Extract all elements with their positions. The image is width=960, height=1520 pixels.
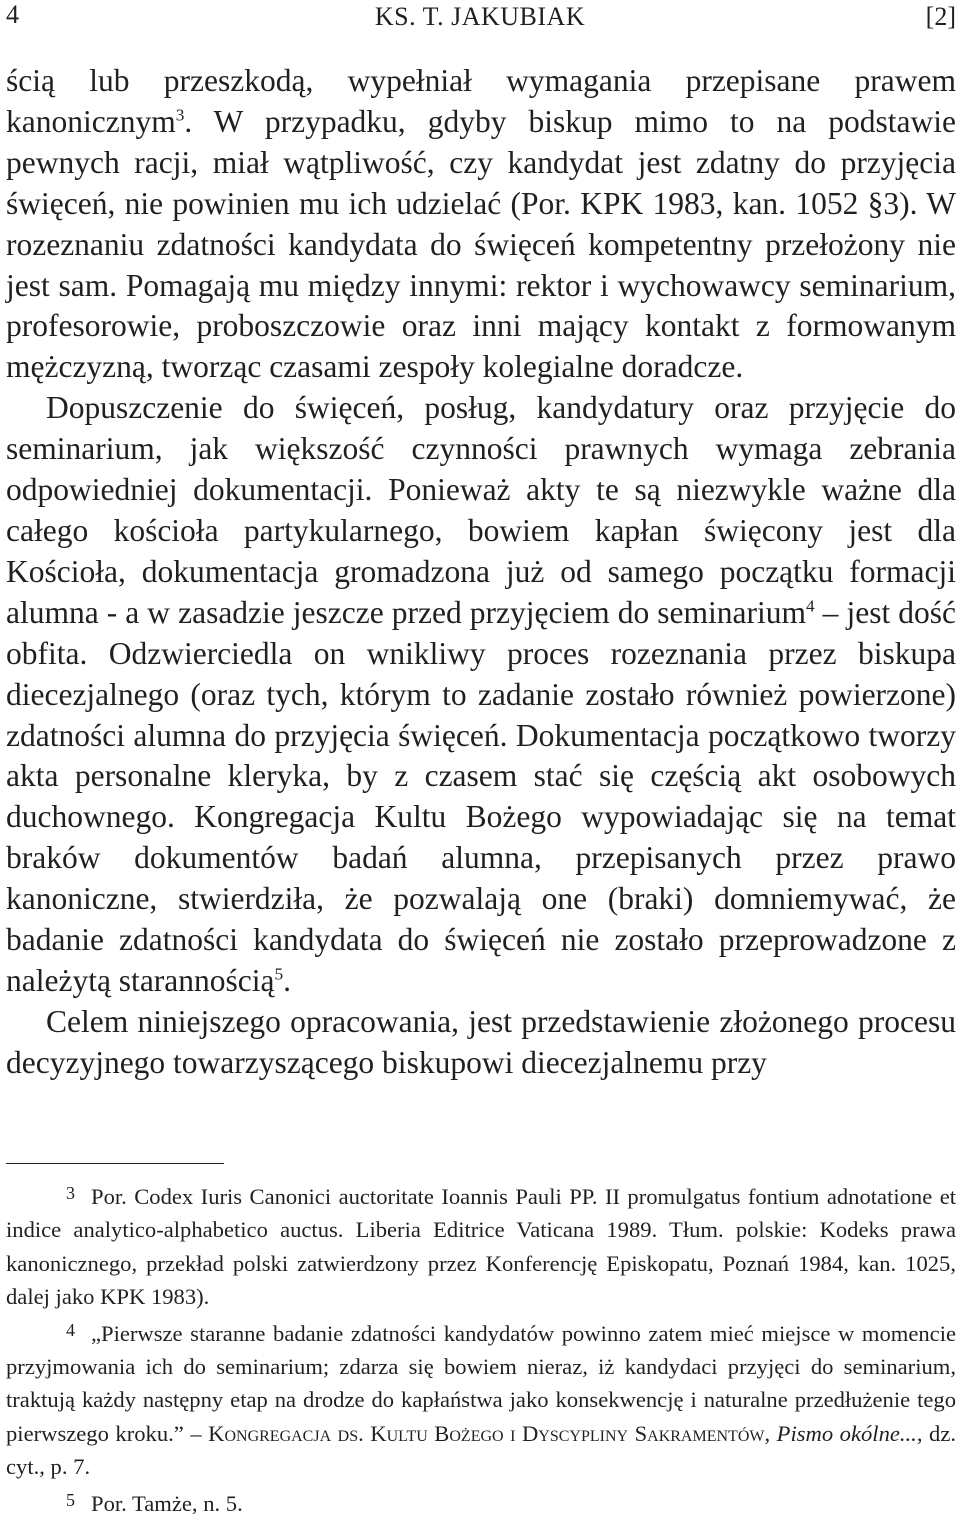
paragraph-3: Celem niniejszego opracowania, jest przedstawienie złożonego procesu decyzyjnego towarzyszącego biskupowi diecezjalnemu przy <box>6 1003 956 1080</box>
footnote-4: 4 „Pierwsze staranne badanie zdatności kandydatów powinno zatem mieć miejsce w momencie przyjmowania ich do seminarium; zdarza się bowiem nieraz, iż kandydaci przyjęci do seminarium, traktują każdy następny etap na drodze do kapłaństwa jako konsekwencję i naturalne przedłużenie tego pierwszego kroku.” – Kongregacja ds. Kultu Bożego i Dyscypliny Sakramentów, Pismo okólne..., dz. cyt., p. 7. <box>6 1314 956 1484</box>
footnote-ref-4[interactable]: 4 <box>805 596 815 616</box>
page-number: 4 <box>6 0 19 29</box>
section-marker: [2] <box>925 2 956 31</box>
footnote-number: 4 <box>66 1319 75 1340</box>
footnote-ref-5[interactable]: 5 <box>274 964 284 984</box>
running-title: KS. T. JAKUBIAK <box>374 2 586 31</box>
footnote-number: 3 <box>66 1183 75 1203</box>
footnote-3: 3 Por. Codex Iuris Canonici auctoritate Ioannis Pauli PP. II promulgatus fontium adnotatione et indice analytico-alphabetico auctus. Liberia Editrice Vaticana 1989. Tłum. polskie: Kodeks prawa kanonicznego, przekład polski zatwierdzony przez Konferencję Episkopatu, Poznań 1984, kan. 1025, dalej jako KPK 1983). <box>6 1177 956 1314</box>
footnote-separator <box>6 1163 224 1164</box>
footnote-author: Kongregacja ds. Kultu Bożego i Dyscypliny Sakramentów <box>208 1420 765 1446</box>
paragraph-2: Dopuszczenie do święceń, posług, kandydatury oraz przyjęcie do seminarium, jak większość czynności prawnych wymaga zebrania odpowiedniej dokumentacji. Ponieważ akty te są niezwykle ważne dla całego kościoła partykularnego, bowiem kapłan święcony jest dla Kościoła, dokumentacja gromadzona już od samego początku formacji alumna - a w zasadzie jeszcze przed przyjęciem do seminarium$^4$ – jest dość obfita. Odzwierciedla on wnikliwy proces rozeznania przez biskupa diecezjalnego (oraz tych, którym to zadanie zostało również powierzone) zdatności alumna do przyjęcia święceń. Dokumentacja początkowo tworzy akta personalne kleryka, by z czasem stać się częścią akt osobowych duchownego. Kongregacja Kultu Bożego wypowiadając się na temat braków dokumentów badań alumna, przepisanych przez prawo kanoniczne, stwierdziła, że pozwalają one (braki) domniemywać, że badanie zdatności kandydata do święceń nie zostało przeprowadzone z należytą starannością$^5$. <box>6 390 956 998</box>
footnote-5: 5 Por. Tamże, n. 5. <box>6 1484 956 1520</box>
footnote-work-title: Pismo okólne... <box>776 1420 917 1446</box>
paragraph-1: ścią lub przeszkodą, wypełniał wymagania przepisane prawem kanonicznym$^3$. W przypadku, gdyby biskup mimo to na podstawie pewnych racji, miał wątpliwość, czy kandydat jest zdatny do przyjęcia święceń, nie powinien mu ich udzielać (Por. KPK 1983, kan. 1052 §3). W rozeznaniu zdatności kandydata do święceń kompetentny przełożony nie jest sam. Pomagają mu między innymi: rektor i wychowawcy seminarium, profesorowie, proboszczowie oraz inni mający kontakt z formowanym mężczyzną, tworząc czasami zespoły kolegialne doradcze. <box>6 63 956 385</box>
main-text <box>6 61 956 1084</box>
footnotes <box>6 1177 956 1520</box>
footnote-ref-3[interactable]: 3 <box>175 105 185 125</box>
running-header <box>0 0 960 40</box>
footnote-number: 5 <box>66 1489 75 1510</box>
